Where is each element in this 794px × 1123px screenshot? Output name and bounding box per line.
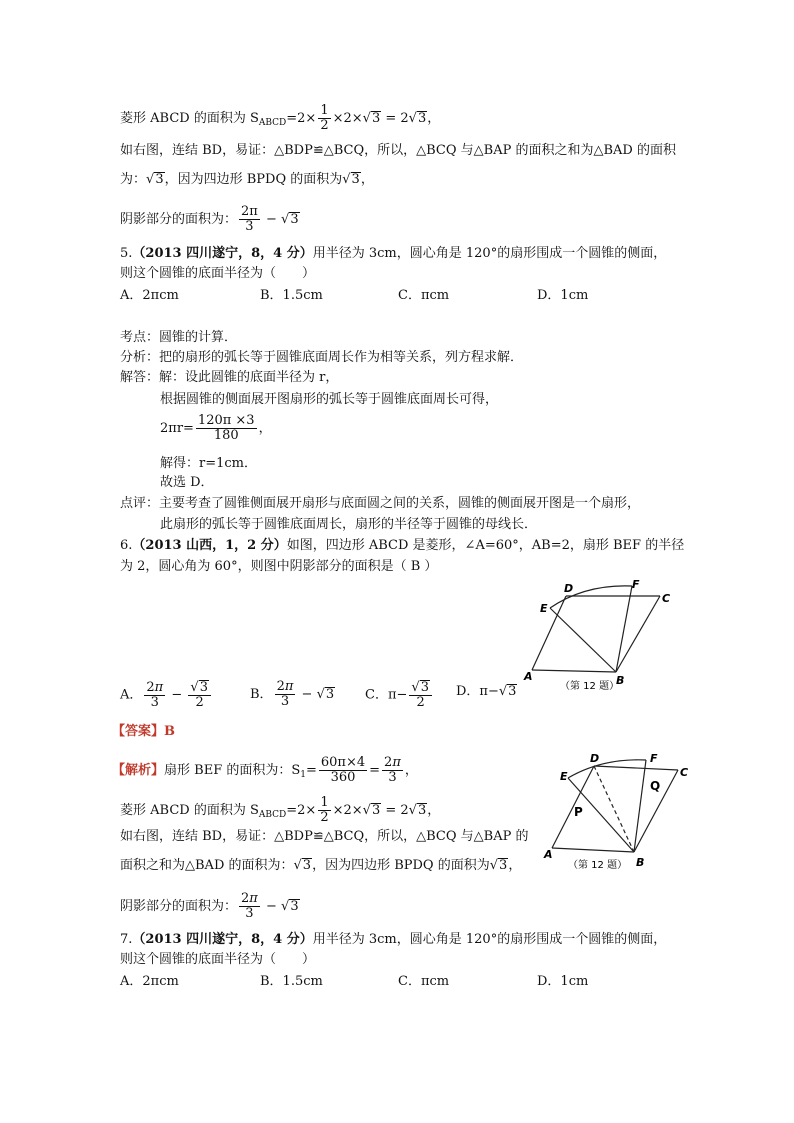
question-5-option-a: A．2πcm xyxy=(120,288,179,303)
question-7-option-a: A．2πcm xyxy=(120,974,179,989)
sqrt-3: √3 xyxy=(342,172,360,187)
question-5-stem: 5.（2013 四川遂宁，8，4 分）用半径为 3cm，圆心角是 120°的扇形围成一个圆锥的侧面， xyxy=(120,246,667,261)
question-6-stem-2: 为 2，圆心角为 60°，则图中阴影部分的面积是（ B ） xyxy=(120,559,438,574)
svg-text:（第 12 题）: （第 12 题） xyxy=(568,860,628,871)
question-5-stem-2: 则这个圆锥的底面半径为（ ） xyxy=(120,266,316,281)
svg-text:B: B xyxy=(636,856,645,869)
jiexi-shade-line: 阴影部分的面积为： $\frac{2\pi}{3}$ − √3 xyxy=(120,891,299,921)
question-7-stem: 7.（2013 四川遂宁，8，4 分）用半径为 3cm，圆心角是 120°的扇形围成一个圆锥的侧面， xyxy=(120,932,667,947)
fenxi: 分析：把的扇形的弧长等于圆锥底面周长作为相等关系，列方程求解． xyxy=(120,350,524,365)
question-5-option-b: B．1.5cm xyxy=(260,288,323,303)
rhombus-figure-1 xyxy=(520,578,700,700)
svg-text:F: F xyxy=(632,578,640,591)
half-fraction: $\frac{1}{2}$ xyxy=(320,103,329,133)
svg-text:D: D xyxy=(590,752,600,765)
question-7-option-d: D．1cm xyxy=(537,974,589,989)
svg-text:D: D xyxy=(564,582,574,595)
question-6-option-b: B． $\frac{2\pi}{3}$ − √3 xyxy=(250,679,335,709)
question-6-stem: 6.（2013 山西，1，2 分）如图，四边形 ABCD 是菱形，∠A=60°，AB=2，扇形 BEF 的半径 xyxy=(120,538,685,553)
svg-text:E: E xyxy=(560,770,568,783)
dianping-1: 点评：主要考查了圆锥侧面展开扇形与底面圆之间的关系，圆锥的侧面展开图是一个扇形， xyxy=(120,496,641,511)
jiexi-area-line: 面积之和为△BAD 的面积为：√3，因为四边形 BPDQ 的面积为√3， xyxy=(120,858,522,873)
sqrt-3: √3 xyxy=(146,172,164,187)
area-line: 为：√3，因为四边形 BPDQ 的面积为√3， xyxy=(120,172,374,187)
shaded-area-line: 阴影部分的面积为： $\frac{2\pi}{3}$ − √3 xyxy=(120,204,299,234)
arc-length-fraction: $\frac{120\pi \times 3}{180}$ xyxy=(197,413,255,443)
svg-text:E: E xyxy=(540,602,548,615)
svg-text:F: F xyxy=(650,752,658,765)
question-6-option-d: D．π−√3 xyxy=(456,684,517,699)
question-5-option-d: D．1cm xyxy=(537,288,589,303)
jiexi-rhombus-line: 菱形 ABCD 的面积为 $S_{ABCD}=2\times$ $\frac{1}{2}$ ×2×√3 = 2√3， xyxy=(120,795,441,825)
sector-arc xyxy=(568,760,646,778)
svg-text:P: P xyxy=(574,805,583,819)
rhombus-area-line: 菱形 ABCD 的面积为 $S_{ABCD}=2\times$ $\frac{1}{2}$ ×2×√3 = 2√3， xyxy=(120,103,441,133)
svg-text:B: B xyxy=(616,674,625,687)
svg-text:C: C xyxy=(680,766,689,779)
two-pi-over-three: $\frac{2\pi}{3}$ xyxy=(241,204,258,234)
kaodian: 考点：圆锥的计算． xyxy=(120,330,238,345)
sqrt-3: √3 xyxy=(408,111,427,126)
sqrt-3: √3 xyxy=(362,111,381,126)
question-7-stem-2: 则这个圆锥的底面半径为（ ） xyxy=(120,952,316,967)
bd-proof-line: 如右图，连结 BD，易证：△BDP≌△BCQ，所以，△BCQ 与△BAP 的面积之和为△BAD 的面积 xyxy=(120,143,676,158)
jieda-result: 解得：r=1cm． xyxy=(160,456,257,471)
svg-text:（第 12 题）: （第 12 题） xyxy=(560,681,620,692)
jieda-step-1: 根据圆锥的侧面展开图扇形的弧长等于圆锥底面周长可得， xyxy=(160,392,499,407)
question-6-option-a: A． $\frac{2\pi}{3}$ − $\frac{√3}{2}$ xyxy=(120,680,213,710)
answer-line: 【答案】B xyxy=(112,724,176,739)
jieda-choose: 故选 D． xyxy=(160,475,214,490)
dianping-2: 此扇形的弧长等于圆锥底面周长，扇形的半径等于圆锥的母线长． xyxy=(160,517,538,532)
question-7-option-b: B．1.5cm xyxy=(260,974,323,989)
svg-text:Q: Q xyxy=(650,779,661,793)
svg-text:C: C xyxy=(662,592,671,605)
jieda-equation: 2πr= $\frac{120\pi \times 3}{180}$ ， xyxy=(160,413,272,443)
jiexi-bd-line: 如右图，连结 BD，易证：△BDP≌△BCQ，所以，△BCQ 与△BAP 的 xyxy=(120,829,529,844)
svg-text:A: A xyxy=(544,848,553,861)
rhombus-figure-2 xyxy=(538,742,708,874)
question-7-option-c: C．πcm xyxy=(398,974,450,989)
sqrt-3: √3 xyxy=(281,212,299,227)
svg-text:A: A xyxy=(524,670,533,683)
jieda: 解答：解：设此圆锥的底面半径为 r， xyxy=(120,370,339,385)
jiexi-sector-line: 【解析】扇形 BEF 的面积为：$S_1=$ $\frac{60\pi\times 4}{360}$ = $\frac{2\pi}{3}$ ， xyxy=(112,755,418,785)
sector-area-fraction: $\frac{60\pi\times 4}{360}$ xyxy=(320,755,366,785)
question-6-option-c: C．π− $\frac{√3}{2}$ xyxy=(365,680,434,710)
question-5-option-c: C．πcm xyxy=(398,288,450,303)
